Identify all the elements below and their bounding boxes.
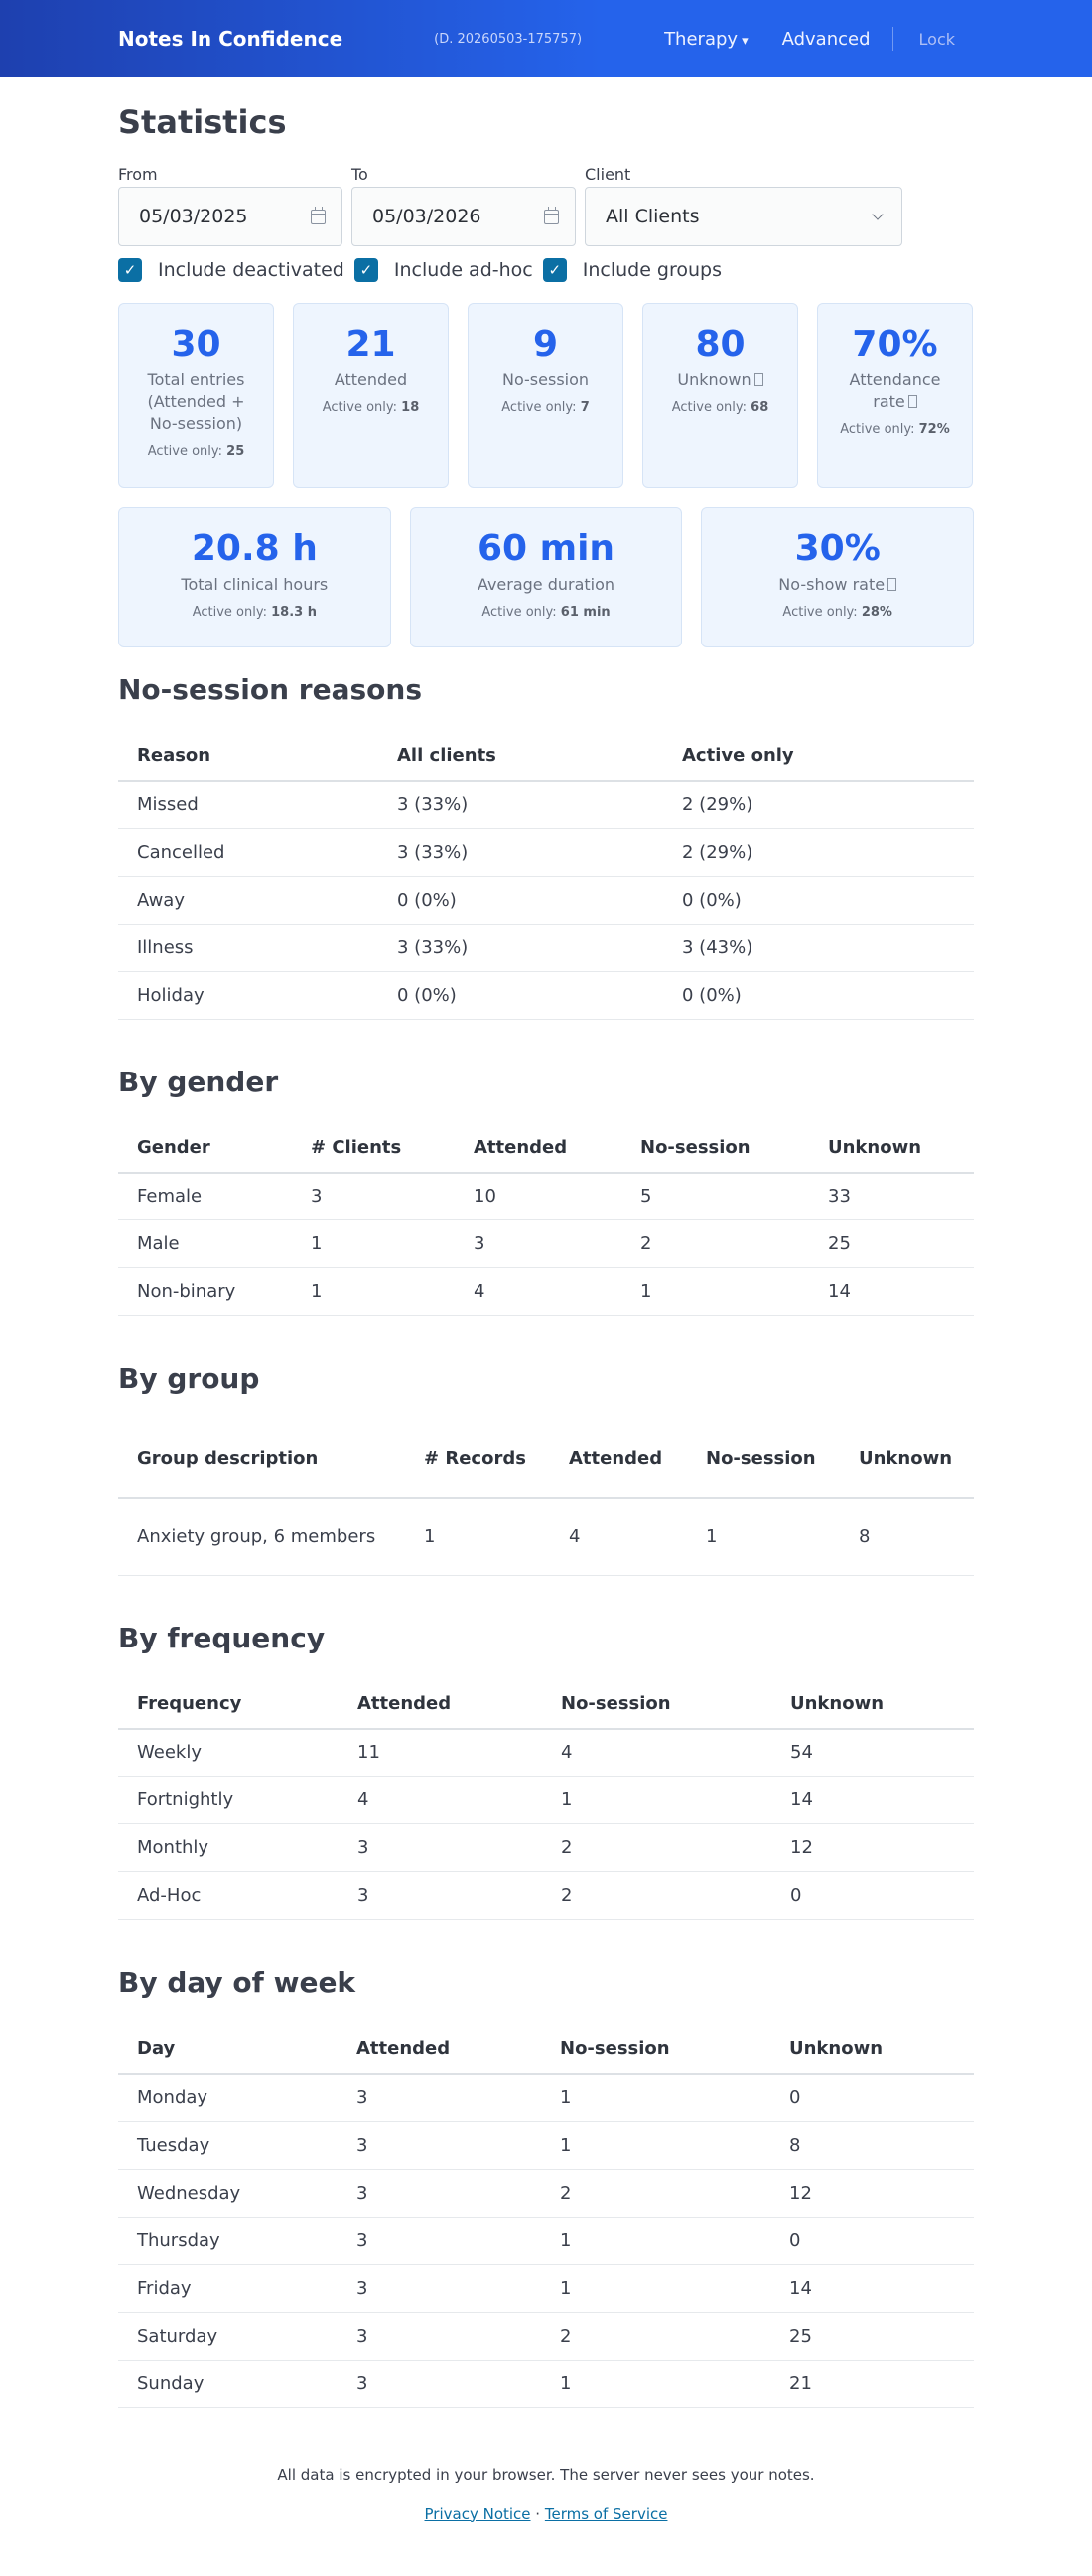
section-title-no-session: No-session reasons: [118, 673, 422, 706]
from-date-input[interactable]: [118, 187, 342, 246]
table-row: [118, 1824, 974, 1872]
table-cell: 14: [809, 1268, 974, 1316]
stat-value: 80: [695, 324, 746, 364]
include-deactivated-option[interactable]: [118, 258, 344, 282]
column-header: No-session: [687, 1420, 840, 1498]
stat-value: 30: [171, 324, 221, 364]
table-cell: Wednesday: [118, 2169, 338, 2217]
table-cell: 3: [455, 1220, 621, 1268]
table-cell: 5: [621, 1173, 809, 1220]
table-cell: Fortnightly: [118, 1777, 339, 1824]
table-cell: Holiday: [118, 971, 378, 1019]
table-cell: 0: [771, 1872, 974, 1920]
to-label: To: [351, 165, 368, 184]
stat-label: Total entries (Attended + No-session): [147, 370, 245, 433]
table-cell: 54: [771, 1729, 974, 1777]
table-cell: 3: [339, 1824, 542, 1872]
column-header: Attended: [455, 1123, 621, 1173]
stat-card-attended: [293, 303, 449, 488]
stat-active-only: Active only: 68: [671, 400, 769, 415]
stat-label: Average duration: [477, 575, 615, 594]
column-header: Attended: [339, 1679, 542, 1729]
table-header-row: [118, 1679, 974, 1729]
table-cell: 1: [292, 1220, 455, 1268]
table-cell: 2: [541, 2312, 770, 2360]
table-cell: Tuesday: [118, 2121, 338, 2169]
table-cell: Monday: [118, 2074, 338, 2121]
include-groups-label: Include groups: [582, 259, 723, 281]
table-cell: 1: [541, 2360, 770, 2407]
table-cell: Monthly: [118, 1824, 339, 1872]
table-row: [118, 2074, 974, 2121]
stat-value: 70%: [852, 324, 938, 364]
nav-advanced[interactable]: Advanced: [781, 28, 871, 50]
table-cell: 1: [541, 2121, 770, 2169]
table-row: [118, 1173, 974, 1220]
day-of-week-table: [118, 2024, 974, 2408]
table-cell: 10: [455, 1173, 621, 1220]
client-field: [585, 165, 902, 246]
table-cell: Ad-Hoc: [118, 1872, 339, 1920]
stat-value: 20.8 h: [191, 528, 318, 569]
terms-of-service-link[interactable]: Terms of Service: [544, 2504, 668, 2523]
table-row: [118, 781, 974, 828]
stat-card-unknown: [642, 303, 798, 488]
table-cell: Weekly: [118, 1729, 339, 1777]
table-row: [118, 1498, 974, 1575]
no-session-table: [118, 731, 974, 1020]
table-cell: Thursday: [118, 2217, 338, 2264]
table-row: [118, 2217, 974, 2264]
stat-active-only: Active only: 61 min: [481, 605, 611, 620]
table-cell: 2: [542, 1872, 771, 1920]
column-header: Unknown: [771, 1679, 974, 1729]
table-cell: 3: [338, 2312, 541, 2360]
chevron-down-icon: [872, 209, 883, 219]
group-table: [118, 1420, 974, 1576]
column-header: Group description: [118, 1420, 405, 1498]
table-cell: 11: [339, 1729, 542, 1777]
table-cell: 33: [809, 1173, 974, 1220]
table-cell: 3: [292, 1173, 455, 1220]
table-cell: 3: [338, 2360, 541, 2407]
stat-card-attendance-rate: [817, 303, 973, 488]
table-cell: 14: [770, 2264, 974, 2312]
table-row: [118, 828, 974, 876]
stat-card-clinical-hours: [118, 507, 391, 647]
table-cell: Anxiety group, 6 members: [118, 1498, 405, 1575]
stat-label: Attended: [334, 370, 408, 389]
table-cell: 3 (33%): [378, 828, 663, 876]
table-cell: 3: [338, 2074, 541, 2121]
table-header-row: [118, 1420, 974, 1498]
table-cell: Away: [118, 876, 378, 924]
table-cell: 21: [770, 2360, 974, 2407]
include-groups-checkbox[interactable]: ✓: [543, 258, 567, 282]
table-row: [118, 2121, 974, 2169]
stat-card-no-show-rate: [701, 507, 974, 647]
to-date-input[interactable]: [351, 187, 576, 246]
stat-card-average-duration: [410, 507, 683, 647]
table-header-row: [118, 2024, 974, 2074]
to-field: [351, 165, 576, 246]
main-content: [118, 103, 974, 2523]
table-header-row: [118, 731, 974, 781]
to-date-value: 05/03/2026: [372, 206, 481, 227]
table-cell: Male: [118, 1220, 292, 1268]
page-title: Statistics: [118, 103, 287, 141]
table-cell: 1: [687, 1498, 840, 1575]
table-header-row: [118, 1123, 974, 1173]
column-header: Unknown: [809, 1123, 974, 1173]
table-cell: 0 (0%): [663, 876, 974, 924]
table-cell: 12: [770, 2169, 974, 2217]
include-groups-option[interactable]: [543, 258, 722, 282]
table-cell: 1: [541, 2264, 770, 2312]
table-cell: 0 (0%): [378, 971, 663, 1019]
table-cell: Non-binary: [118, 1268, 292, 1316]
table-cell: 0 (0%): [378, 876, 663, 924]
include-options: [118, 257, 974, 283]
from-date-value: 05/03/2025: [139, 206, 248, 227]
frequency-table: [118, 1679, 974, 1921]
column-header: Attended: [550, 1420, 687, 1498]
table-cell: 8: [840, 1498, 974, 1575]
table-cell: 4: [455, 1268, 621, 1316]
column-header: Unknown: [840, 1420, 974, 1498]
column-header: No-session: [541, 2024, 770, 2074]
stat-label: No-session: [501, 370, 590, 389]
table-cell: 3: [338, 2121, 541, 2169]
stat-value: 30%: [794, 528, 881, 569]
section-title-frequency: By frequency: [118, 1621, 326, 1654]
table-cell: 3 (33%): [378, 781, 663, 828]
table-cell: 1: [541, 2217, 770, 2264]
column-header: Attended: [338, 2024, 541, 2074]
app-brand[interactable]: Notes In Confidence: [118, 27, 343, 51]
footer-separator: ·: [535, 2504, 541, 2523]
table-cell: 1: [405, 1498, 550, 1575]
table-cell: Cancelled: [118, 828, 378, 876]
column-header: Active only: [663, 731, 974, 781]
table-cell: Illness: [118, 924, 378, 971]
from-field: [118, 165, 342, 246]
stat-active-only: Active only: 72%: [840, 422, 950, 437]
table-row: [118, 1872, 974, 1920]
privacy-notice-link[interactable]: Privacy Notice: [424, 2504, 531, 2523]
table-row: [118, 1268, 974, 1316]
include-adhoc-option[interactable]: [354, 258, 533, 282]
table-cell: 3: [338, 2169, 541, 2217]
stat-value: 60 min: [477, 528, 615, 569]
gender-table: [118, 1123, 974, 1317]
table-row: [118, 2264, 974, 2312]
column-header: Frequency: [118, 1679, 339, 1729]
table-cell: 1: [621, 1268, 809, 1316]
column-header: All clients: [378, 731, 663, 781]
table-cell: 1: [541, 2074, 770, 2121]
calendar-icon[interactable]: [544, 210, 559, 224]
info-icon[interactable]: [754, 373, 763, 386]
table-row: [118, 876, 974, 924]
client-select[interactable]: [585, 187, 902, 246]
table-cell: 1: [292, 1268, 455, 1316]
stat-value: 21: [345, 324, 396, 364]
section-title-day-of-week: By day of week: [118, 1966, 356, 1999]
table-cell: Female: [118, 1173, 292, 1220]
stat-value: 9: [532, 324, 559, 364]
page-footer: [118, 2466, 974, 2523]
table-cell: Sunday: [118, 2360, 338, 2407]
table-cell: 0 (0%): [663, 971, 974, 1019]
build-version: (D. 20260503-175757): [434, 31, 583, 47]
stat-card-total-entries: [118, 303, 274, 488]
table-cell: 1: [542, 1777, 771, 1824]
date-filters: [118, 165, 974, 246]
stat-label: Attendance rate: [849, 370, 941, 411]
table-cell: 2 (29%): [663, 781, 974, 828]
section-title-gender: By gender: [118, 1065, 279, 1098]
table-cell: 12: [771, 1824, 974, 1872]
calendar-icon[interactable]: [311, 210, 326, 224]
table-cell: 2: [621, 1220, 809, 1268]
table-cell: 3 (43%): [663, 924, 974, 971]
include-deactivated-label: Include deactivated: [158, 259, 344, 281]
table-cell: Missed: [118, 781, 378, 828]
table-row: [118, 1220, 974, 1268]
column-header: # Clients: [292, 1123, 455, 1173]
nav-therapy-label: Therapy: [664, 28, 739, 50]
include-deactivated-checkbox[interactable]: ✓: [118, 258, 142, 282]
table-cell: 2 (29%): [663, 828, 974, 876]
client-label: Client: [585, 165, 631, 184]
include-adhoc-label: Include ad-hoc: [393, 259, 533, 281]
stat-active-only: Active only: 28%: [782, 605, 892, 620]
info-icon[interactable]: [887, 578, 896, 591]
summary-cards-secondary: [118, 507, 974, 647]
column-header: No-session: [542, 1679, 771, 1729]
table-cell: 25: [809, 1220, 974, 1268]
stat-label: Total clinical hours: [181, 575, 329, 594]
section-title-group: By group: [118, 1362, 260, 1395]
table-row: [118, 1777, 974, 1824]
stat-active-only: Active only: 25: [147, 444, 245, 459]
table-cell: 3 (33%): [378, 924, 663, 971]
footer-links: [118, 2505, 974, 2523]
table-cell: 0: [770, 2217, 974, 2264]
nav-divider: [892, 27, 893, 51]
table-cell: 3: [338, 2264, 541, 2312]
stat-active-only: Active only: 18: [322, 400, 420, 415]
column-header: No-session: [621, 1123, 809, 1173]
include-adhoc-checkbox[interactable]: ✓: [354, 258, 378, 282]
table-cell: Saturday: [118, 2312, 338, 2360]
stat-card-no-session: [468, 303, 623, 488]
table-row: [118, 2360, 974, 2407]
table-cell: 2: [541, 2169, 770, 2217]
table-cell: 25: [770, 2312, 974, 2360]
table-row: [118, 1729, 974, 1777]
stat-label: Unknown: [643, 369, 797, 391]
column-header: Gender: [118, 1123, 292, 1173]
encryption-note: All data is encrypted in your browser. The server never sees your notes.: [277, 2465, 815, 2484]
stat-active-only: Active only: 18.3 h: [192, 605, 317, 620]
column-header: Unknown: [770, 2024, 974, 2074]
table-cell: 4: [339, 1777, 542, 1824]
table-row: [118, 2169, 974, 2217]
table-cell: 4: [550, 1498, 687, 1575]
table-row: [118, 971, 974, 1019]
table-cell: 4: [542, 1729, 771, 1777]
app-header: [0, 0, 1092, 77]
column-header: Reason: [118, 731, 378, 781]
table-row: [118, 2312, 974, 2360]
table-cell: 8: [770, 2121, 974, 2169]
nav-therapy-menu[interactable]: [664, 29, 749, 50]
column-header: # Records: [405, 1420, 550, 1498]
main-nav: [664, 27, 974, 51]
stat-active-only: Active only: 7: [501, 400, 590, 415]
caret-down-icon: ▾: [742, 33, 749, 49]
table-cell: Friday: [118, 2264, 338, 2312]
column-header: Day: [118, 2024, 338, 2074]
table-cell: 0: [770, 2074, 974, 2121]
table-cell: 3: [339, 1872, 542, 1920]
stat-label: No-show rate: [702, 574, 973, 596]
table-cell: 14: [771, 1777, 974, 1824]
lock-button[interactable]: Lock: [918, 29, 955, 49]
table-cell: 2: [542, 1824, 771, 1872]
table-cell: 3: [338, 2217, 541, 2264]
from-label: From: [118, 165, 158, 184]
summary-cards: [118, 303, 974, 488]
table-row: [118, 924, 974, 971]
info-icon[interactable]: [908, 395, 917, 408]
client-select-value: All Clients: [606, 206, 700, 227]
